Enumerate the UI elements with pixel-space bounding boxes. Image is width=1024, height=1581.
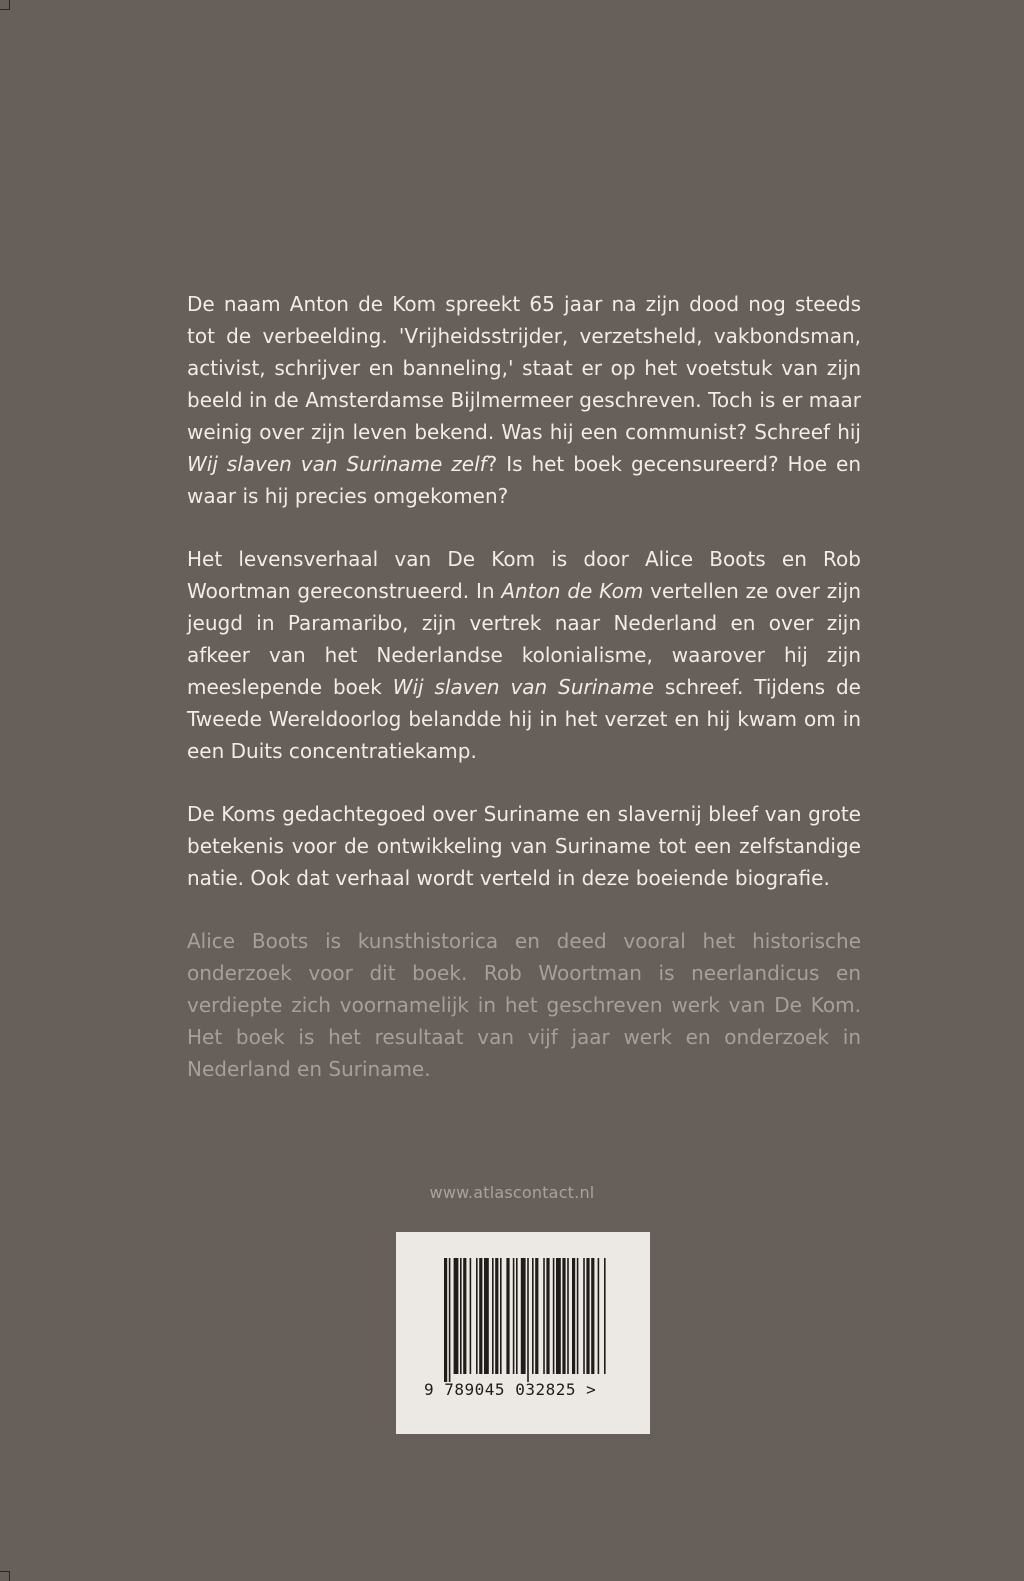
paragraph-text-segment: Het levensverhaal van De Kom is door Alice Boots en Rob Woortman gereconstrueerd. In [187,547,861,603]
crop-mark-top-left-vertical [9,0,10,10]
barcode-bar [476,1258,478,1374]
paragraph-text-segment: De naam Anton de Kom spreekt 65 jaar na zijn dood nog steeds tot de verbeelding. 'Vrijheidsstrijder, verzetsheld, vakbondsman, activist, schrijver en banneling,' staat er op het voetstuk van zijn beeld in de Amsterdamse Bijlmermeer geschreven. Toch is er maar weinig over zijn leven bekend. Was hij een communist? Schreef hij [187,292,861,444]
paragraph-text-segment: vertellen ze over zijn jeugd in Paramaribo, zijn vertrek naar Nederland en over zijn afkeer van het Nederlandse kolonialisme, waarover hij zijn meeslepende boek [187,579,862,699]
barcode-bar [577,1258,579,1374]
blurb-paragraph-3 [187,798,861,894]
blurb-paragraph-1 [187,288,861,512]
barcode-bar [562,1258,565,1374]
barcode-bar [460,1258,462,1374]
barcode-bar [506,1258,509,1374]
barcode-bar [449,1258,451,1382]
paragraph-text-segment: ? Is het boek gecensureerd? Hoe en waar is hij precies omgekomen? [187,452,861,508]
barcode-bar [463,1258,466,1374]
barcode-bar [484,1258,489,1374]
barcode-bar [586,1258,589,1374]
barcode-bar [454,1258,459,1374]
barcode-bar [591,1258,594,1374]
book-title-italic: Anton de Kom [501,579,644,603]
barcode-bar [492,1258,494,1374]
blurb-text-block [187,288,861,1116]
barcode-bar [535,1258,538,1374]
blurb-paragraph-2 [187,543,861,767]
barcode-bar [604,1258,606,1374]
barcode-bar [572,1258,575,1374]
barcode-bar [546,1258,549,1374]
paragraph-text-segment: De Koms gedachtegoed over Suriname en slavernij bleef van grote betekenis voor de ontwikkeling van Suriname tot een zelfstandige natie. Ook dat verhaal wordt verteld in deze boeiende biografie. [187,802,861,890]
barcode-bar [470,1258,472,1374]
barcode-bar [444,1258,447,1382]
barcode-bar [516,1258,518,1374]
barcode-bar [521,1258,526,1374]
barcode-bar [513,1258,515,1374]
barcode-bar [532,1258,534,1374]
book-title-italic: Wij slaven van Suriname zelf [187,452,487,476]
crop-mark-bottom-left-vertical [9,1571,10,1581]
barcode-bar [553,1258,555,1374]
barcode-bar [583,1258,585,1374]
isbn-number: 9 789045 032825 > [424,1380,597,1399]
barcode-bar [500,1258,502,1374]
barcode-bar [527,1258,529,1382]
barcode-bar [479,1258,482,1374]
author-bio: Alice Boots is kunsthistorica en deed vooral het historische onderzoek voor dit boek. Rob Woortman is neerlandicus en verdiepte zich voornamelijk in het geschreven werk van De Kom. Het boek is het resultaat van vijf jaar werk en onderzoek in Nederland en Suriname. [187,929,861,1081]
publisher-website: www.atlascontact.nl [429,1183,595,1202]
book-title-italic: Wij slaven van Suriname [392,675,655,699]
barcode-bar [598,1258,600,1374]
barcode-bar [567,1258,569,1374]
barcode-bar [556,1258,561,1374]
barcode-bar [543,1258,545,1374]
isbn-barcode-box [396,1232,650,1434]
barcode-bars-icon [396,1232,650,1434]
paragraph-text-segment: schreef. Tijdens de Tweede Wereldoorlog belandde hij in het verzet en hij kwam om in een Duits concentratiekamp. [187,675,861,763]
barcode-bar [495,1258,498,1374]
